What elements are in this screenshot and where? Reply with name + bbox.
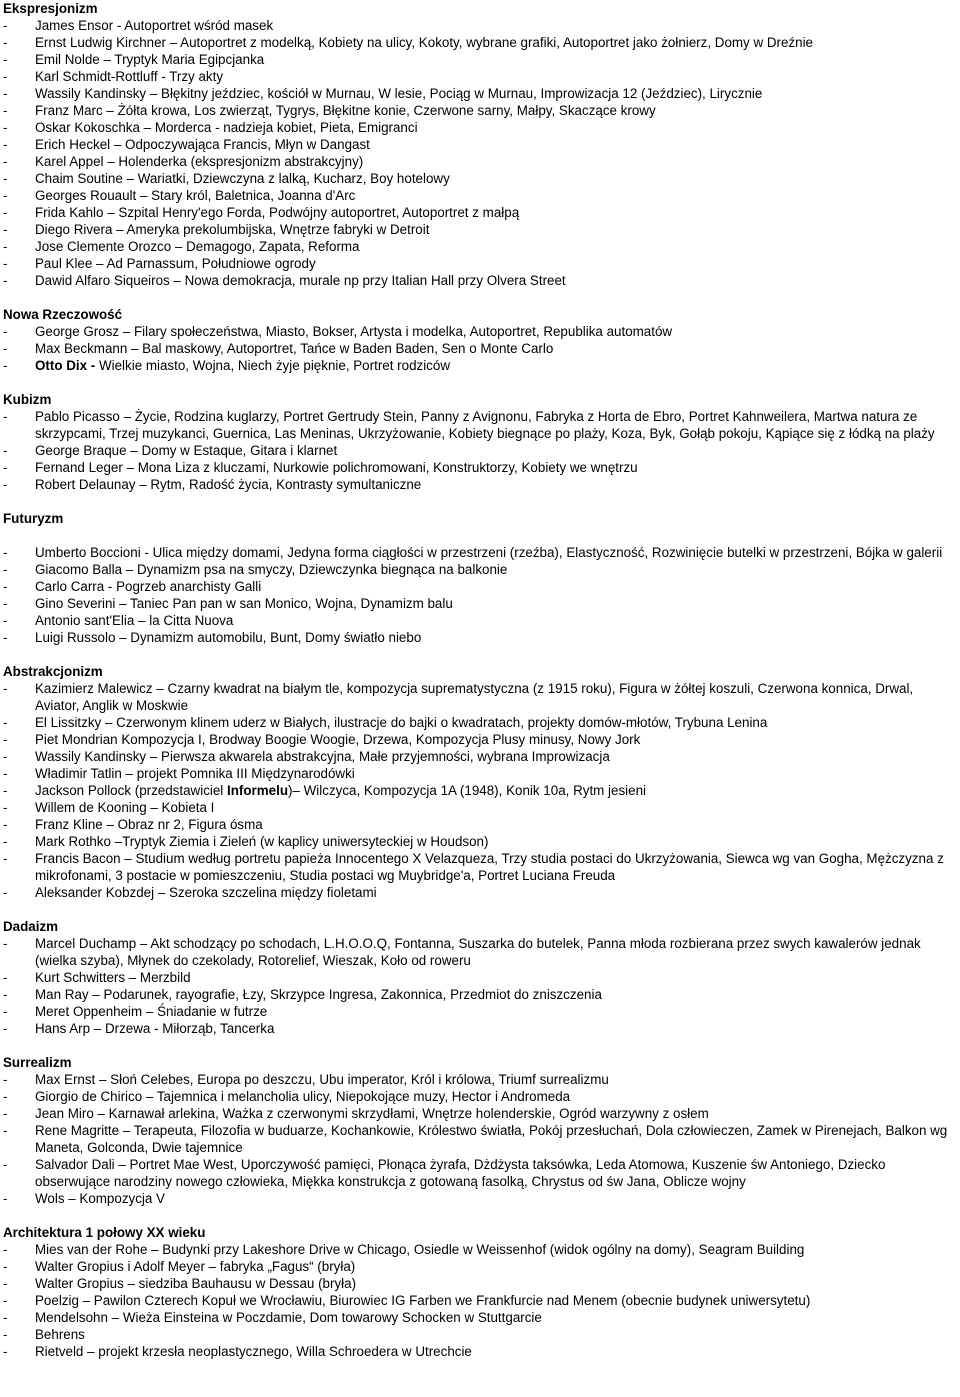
dash-bullet-icon: - bbox=[3, 1123, 8, 1138]
section-kubizm bbox=[3, 391, 960, 493]
item-list bbox=[3, 323, 960, 374]
item-text: Erich Heckel – Odpoczywająca Francis, Młyn w Dangast bbox=[35, 137, 370, 152]
dash-bullet-icon: - bbox=[3, 562, 8, 577]
item-text: Franz Marc – Żółta krowa, Los zwierząt, Tygrys, Błękitne konie, Czerwone sarny, Małpy, Skaczące krowy bbox=[35, 103, 656, 118]
list-item bbox=[3, 153, 960, 170]
list-item bbox=[3, 238, 960, 255]
item-list bbox=[3, 1241, 960, 1360]
list-item bbox=[3, 323, 960, 340]
item-text: Mark Rothko –Tryptyk Ziemia i Zieleń (w kaplicy uniwersyteckiej w Houdson) bbox=[35, 834, 489, 849]
dash-bullet-icon: - bbox=[3, 579, 8, 594]
list-item bbox=[3, 1071, 960, 1088]
item-list bbox=[3, 1071, 960, 1207]
list-item bbox=[3, 595, 960, 612]
item-text: Jose Clemente Orozco – Demagogo, Zapata, Reforma bbox=[35, 239, 360, 254]
item-text: Carlo Carra - Pogrzeb anarchisty Galli bbox=[35, 579, 262, 594]
dash-bullet-icon: - bbox=[3, 222, 8, 237]
item-text: Walter Gropius i Adolf Meyer – fabryka „Fagus“ (bryła) bbox=[35, 1259, 356, 1274]
dash-bullet-icon: - bbox=[3, 137, 8, 152]
section-heading: Nowa Rzeczowość bbox=[3, 307, 123, 322]
list-item bbox=[3, 1275, 960, 1292]
dash-bullet-icon: - bbox=[3, 443, 8, 458]
list-item bbox=[3, 1003, 960, 1020]
item-text: Luigi Russolo – Dynamizm automobilu, Bunt, Domy światło niebo bbox=[35, 630, 422, 645]
dash-bullet-icon: - bbox=[3, 596, 8, 611]
list-item bbox=[3, 187, 960, 204]
item-text: Emil Nolde – Tryptyk Maria Egipcjanka bbox=[35, 52, 265, 67]
section-nowa-rzeczowosc bbox=[3, 306, 960, 374]
item-text: Oskar Kokoschka – Morderca - nadzieja kobiet, Pieta, Emigranci bbox=[35, 120, 418, 135]
list-item bbox=[3, 1258, 960, 1275]
dash-bullet-icon: - bbox=[3, 1276, 8, 1291]
dash-bullet-icon: - bbox=[3, 1293, 8, 1308]
dash-bullet-icon: - bbox=[3, 1344, 8, 1359]
dash-bullet-icon: - bbox=[3, 341, 8, 356]
item-text: Max Ernst – Słoń Celebes, Europa po deszczu, Ubu imperator, Król i królowa, Triumf surrealizmu bbox=[35, 1072, 609, 1087]
list-item bbox=[3, 442, 960, 459]
item-text: Kazimierz Malewicz – Czarny kwadrat na białym tle, kompozycja suprematystyczna (z 1915 roku), Figura w żółtej koszuli, Czerwona konnica, Drwal, Aviator, Anglik w Moskwie bbox=[35, 681, 914, 713]
item-list bbox=[3, 935, 960, 1037]
list-item bbox=[3, 1122, 960, 1156]
dash-bullet-icon: - bbox=[3, 52, 8, 67]
dash-bullet-icon: - bbox=[3, 681, 8, 696]
dash-bullet-icon: - bbox=[3, 1157, 8, 1172]
item-text: Jackson Pollock (przedstawiciel bbox=[35, 783, 228, 798]
item-text: Aleksander Kobzdej – Szeroka szczelina między fioletami bbox=[35, 885, 377, 900]
item-text: Karl Schmidt-Rottluff - Trzy akty bbox=[35, 69, 224, 84]
list-item bbox=[3, 578, 960, 595]
item-text: El Lissitzky – Czerwonym klinem uderz w Białych, ilustracje do bajki o kwadratach, projekty domów-młotów, Trybuna Lenina bbox=[35, 715, 768, 730]
item-text: Diego Rivera – Ameryka prekolumbijska, Wnętrze fabryki w Detroit bbox=[35, 222, 430, 237]
dash-bullet-icon: - bbox=[3, 154, 8, 169]
item-text: Marcel Duchamp – Akt schodzący po schodach, L.H.O.O.Q, Fontanna, Suszarka do butelek, Panna młoda rozbierana przez swych kawalerów jednak (wielka szyba), Młynek do czekolady, Rotorelief, Wieszak, Koło od roweru bbox=[35, 936, 921, 968]
dash-bullet-icon: - bbox=[3, 18, 8, 33]
item-text-bold: Informelu bbox=[227, 783, 289, 798]
list-item bbox=[3, 85, 960, 102]
item-text: Kurt Schwitters – Merzbild bbox=[35, 970, 191, 985]
list-item bbox=[3, 969, 960, 986]
section-futuryzm bbox=[3, 510, 960, 646]
item-text: Władimir Tatlin – projekt Pomnika III Międzynarodówki bbox=[35, 766, 355, 781]
list-item bbox=[3, 340, 960, 357]
section-heading: Architektura 1 połowy XX wieku bbox=[3, 1225, 206, 1240]
item-text: Gino Severini – Taniec Pan pan w san Monico, Wojna, Dynamizm balu bbox=[35, 596, 453, 611]
item-list bbox=[3, 544, 960, 646]
list-item bbox=[3, 102, 960, 119]
item-text: George Braque – Domy w Estaque, Gitara i klarnet bbox=[35, 443, 338, 458]
dash-bullet-icon: - bbox=[3, 732, 8, 747]
item-text: Giacomo Balla – Dynamizm psa na smyczy, Dziewczynka biegnąca na balkonie bbox=[35, 562, 508, 577]
item-text: Willem de Kooning – Kobieta I bbox=[35, 800, 215, 815]
item-text: Jean Miro – Karnawał arlekina, Ważka z czerwonymi skrzydłami, Wnętrze holenderskie, Ogród warzywny z osłem bbox=[35, 1106, 709, 1121]
dash-bullet-icon: - bbox=[3, 358, 8, 373]
item-text: Fernand Leger – Mona Liza z kluczami, Nurkowie polichromowani, Konstruktorzy, Kobiety we wnętrzu bbox=[35, 460, 638, 475]
list-item bbox=[3, 170, 960, 187]
list-item bbox=[3, 34, 960, 51]
dash-bullet-icon: - bbox=[3, 613, 8, 628]
list-item bbox=[3, 629, 960, 646]
dash-bullet-icon: - bbox=[3, 1089, 8, 1104]
dash-bullet-icon: - bbox=[3, 1004, 8, 1019]
section-heading: Ekspresjonizm bbox=[3, 1, 98, 16]
list-item bbox=[3, 1156, 960, 1190]
item-text: Wassily Kandinsky – Błękitny jeździec, kościół w Murnau, W lesie, Pociąg w Murnau, Improwizacja 12 (Jeździec), Lirycznie bbox=[35, 86, 763, 101]
list-item bbox=[3, 1343, 960, 1360]
item-text: Giorgio de Chirico – Tajemnica i melancholia ulicy, Niepokojące muzy, Hector i Andromeda bbox=[35, 1089, 571, 1104]
list-item bbox=[3, 544, 960, 561]
dash-bullet-icon: - bbox=[3, 69, 8, 84]
section-heading: Dadaizm bbox=[3, 919, 59, 934]
list-item bbox=[3, 272, 960, 289]
item-text: James Ensor - Autoportret wśród masek bbox=[35, 18, 274, 33]
list-item bbox=[3, 1309, 960, 1326]
section-heading: Abstrakcjonizm bbox=[3, 664, 103, 679]
section-abstrakcjonizm bbox=[3, 663, 960, 901]
dash-bullet-icon: - bbox=[3, 273, 8, 288]
list-item bbox=[3, 1190, 960, 1207]
list-item bbox=[3, 850, 960, 884]
dash-bullet-icon: - bbox=[3, 749, 8, 764]
dash-bullet-icon: - bbox=[3, 86, 8, 101]
list-item bbox=[3, 119, 960, 136]
item-text: Man Ray – Podarunek, rayografie, Łzy, Skrzypce Ingresa, Zakonnica, Przedmiot do zniszczenia bbox=[35, 987, 602, 1002]
item-text: Dawid Alfaro Siqueiros – Nowa demokracja, murale np przy Italian Hall przy Olvera Street bbox=[35, 273, 566, 288]
list-item bbox=[3, 1326, 960, 1343]
item-text: Wols – Kompozycja V bbox=[35, 1191, 165, 1206]
list-item bbox=[3, 833, 960, 850]
dash-bullet-icon: - bbox=[3, 1242, 8, 1257]
dash-bullet-icon: - bbox=[3, 120, 8, 135]
section-heading: Kubizm bbox=[3, 392, 52, 407]
item-text: Georges Rouault – Stary król, Baletnica, Joanna d'Arc bbox=[35, 188, 356, 203]
item-text: Antonio sant'Elia – la Citta Nuova bbox=[35, 613, 234, 628]
dash-bullet-icon: - bbox=[3, 477, 8, 492]
item-text: Frida Kahlo – Szpital Henry'ego Forda, Podwójny autoportret, Autoportret z małpą bbox=[35, 205, 520, 220]
item-text: Karel Appel – Holenderka (ekspresjonizm abstrakcyjny) bbox=[35, 154, 364, 169]
item-list bbox=[3, 17, 960, 289]
list-item bbox=[3, 731, 960, 748]
dash-bullet-icon: - bbox=[3, 1191, 8, 1206]
list-item bbox=[3, 221, 960, 238]
item-text: Wassily Kandinsky – Pierwsza akwarela abstrakcyjna, Małe przyjemności, wybrana Improwizacja bbox=[35, 749, 610, 764]
dash-bullet-icon: - bbox=[3, 783, 8, 798]
list-item bbox=[3, 476, 960, 493]
list-item bbox=[3, 459, 960, 476]
dash-bullet-icon: - bbox=[3, 834, 8, 849]
item-list bbox=[3, 408, 960, 493]
dash-bullet-icon: - bbox=[3, 851, 8, 866]
list-item bbox=[3, 680, 960, 714]
item-text: Robert Delaunay – Rytm, Radość życia, Kontrasty symultaniczne bbox=[35, 477, 422, 492]
dash-bullet-icon: - bbox=[3, 817, 8, 832]
item-text: Pablo Picasso – Życie, Rodzina kuglarzy, Portret Gertrudy Stein, Panny z Avignonu, Fabryka z Horta de Ebro, Portret Kahnweilera, Martwa natura ze skrzypcami, Trzej muzykanci, Guernica, Las Meninas, Ukrzyżowanie, Kobiety biegnące po plaży, Koza, Byk, Gołąb pokoju, Kąpiące się z łódką na plaży bbox=[35, 409, 935, 441]
dash-bullet-icon: - bbox=[3, 239, 8, 254]
dash-bullet-icon: - bbox=[3, 1072, 8, 1087]
item-text: Wielkie miasto, Wojna, Niech żyje pięknie, Portret rodziców bbox=[98, 358, 450, 373]
item-text: Mendelsohn – Wieża Einsteina w Poczdamie, Dom towarowy Schocken w Stuttgarcie bbox=[35, 1310, 542, 1325]
dash-bullet-icon: - bbox=[3, 35, 8, 50]
section-architektura-1-po-owy-xx-wieku bbox=[3, 1224, 960, 1360]
list-item bbox=[3, 1088, 960, 1105]
item-text: Umberto Boccioni - Ulica między domami, Jedyna forma ciągłości w przestrzeni (rzeźba), Elastyczność, Rozwinięcie butelki w przestrzeni, Bójka w galerii bbox=[35, 545, 943, 560]
section-heading: Surrealizm bbox=[3, 1055, 72, 1070]
list-item bbox=[3, 1241, 960, 1258]
list-item bbox=[3, 748, 960, 765]
list-item bbox=[3, 204, 960, 221]
item-text: Mies van der Rohe – Budynki przy Lakeshore Drive w Chicago, Osiedle w Weissenhof (widok ogólny na domy), Seagram Building bbox=[35, 1242, 805, 1257]
list-item bbox=[3, 357, 960, 374]
item-text: Franz Kline – Obraz nr 2, Figura ósma bbox=[35, 817, 263, 832]
item-text: Chaim Soutine – Wariatki, Dziewczyna z lalką, Kucharz, Boy hotelowy bbox=[35, 171, 450, 186]
section-surrealizm bbox=[3, 1054, 960, 1207]
dash-bullet-icon: - bbox=[3, 545, 8, 560]
item-text: Ernst Ludwig Kirchner – Autoportret z modelką, Kobiety na ulicy, Kokoty, wybrane grafiki, Autoportret jako żołnierz, Domy w Dreźnie bbox=[35, 35, 814, 50]
item-text: Walter Gropius – siedziba Bauhausu w Dessau (bryła) bbox=[35, 1276, 357, 1291]
list-item bbox=[3, 799, 960, 816]
item-text: Poelzig – Pawilon Czterech Kopuł we Wrocławiu, Biurowiec IG Farben we Frankfurcie nad Menem (obecnie budynek uniwersytetu) bbox=[35, 1293, 811, 1308]
list-item bbox=[3, 884, 960, 901]
dash-bullet-icon: - bbox=[3, 1021, 8, 1036]
dash-bullet-icon: - bbox=[3, 1259, 8, 1274]
dash-bullet-icon: - bbox=[3, 885, 8, 900]
dash-bullet-icon: - bbox=[3, 970, 8, 985]
dash-bullet-icon: - bbox=[3, 987, 8, 1002]
list-item bbox=[3, 17, 960, 34]
list-item bbox=[3, 816, 960, 833]
item-text: Salvador Dali – Portret Mae West, Uporczywość pamięci, Płonąca żyrafa, Dżdżysta taksówka, Leda Atomowa, Kuszenie św Antoniego, Dziecko obserwujące narodziny nowego człowieka, Miękka konstrukcja z gotowaną fasolką, Chrystus od św Jana, Oblicze wojny bbox=[35, 1157, 886, 1189]
item-text: Rietveld – projekt krzesła neoplastycznego, Willa Schroedera w Utrechcie bbox=[35, 1344, 472, 1359]
dash-bullet-icon: - bbox=[3, 630, 8, 645]
dash-bullet-icon: - bbox=[3, 715, 8, 730]
item-list bbox=[3, 680, 960, 901]
list-item bbox=[3, 1020, 960, 1037]
list-item bbox=[3, 935, 960, 969]
list-item bbox=[3, 255, 960, 272]
list-item bbox=[3, 51, 960, 68]
list-item bbox=[3, 986, 960, 1003]
dash-bullet-icon: - bbox=[3, 256, 8, 271]
list-item bbox=[3, 561, 960, 578]
list-item bbox=[3, 782, 960, 799]
dash-bullet-icon: - bbox=[3, 188, 8, 203]
list-item bbox=[3, 1292, 960, 1309]
item-text: George Grosz – Filary społeczeństwa, Miasto, Bokser, Artysta i modelka, Autoportret, Republika automatów bbox=[35, 324, 673, 339]
dash-bullet-icon: - bbox=[3, 205, 8, 220]
item-text-bold: Otto Dix - bbox=[35, 358, 99, 373]
dash-bullet-icon: - bbox=[3, 800, 8, 815]
list-item bbox=[3, 136, 960, 153]
item-text: Hans Arp – Drzewa - Miłorząb, Tancerka bbox=[35, 1021, 275, 1036]
item-text: Paul Klee – Ad Parnassum, Południowe ogrody bbox=[35, 256, 316, 271]
dash-bullet-icon: - bbox=[3, 409, 8, 424]
list-item bbox=[3, 765, 960, 782]
dash-bullet-icon: - bbox=[3, 460, 8, 475]
item-text: )– Wilczyca, Kompozycja 1A (1948), Konik 10a, Rytm jesieni bbox=[288, 783, 647, 798]
section-heading: Futuryzm bbox=[3, 511, 64, 526]
dash-bullet-icon: - bbox=[3, 1327, 8, 1342]
item-text: Piet Mondrian Kompozycja I, Brodway Boogie Woogie, Drzewa, Kompozycja Plusy minusy, Nowy Jork bbox=[35, 732, 641, 747]
item-text: Max Beckmann – Bal maskowy, Autoportret, Tańce w Baden Baden, Sen o Monte Carlo bbox=[35, 341, 554, 356]
section-dadaizm bbox=[3, 918, 960, 1037]
item-text: Francis Bacon – Studium według portretu papieża Innocentego X Velazqueza, Trzy studia postaci do Ukrzyżowania, Siewca wg van Gogha, Mężczyzna z mikrofonami, 3 postacie w pomieszczeniu, Studia postaci wg Muybridge'a, Portret Luciana Freuda bbox=[35, 851, 944, 883]
dash-bullet-icon: - bbox=[3, 1310, 8, 1325]
section-ekspresjonizm bbox=[3, 0, 960, 289]
dash-bullet-icon: - bbox=[3, 766, 8, 781]
dash-bullet-icon: - bbox=[3, 103, 8, 118]
list-item bbox=[3, 714, 960, 731]
dash-bullet-icon: - bbox=[3, 324, 8, 339]
list-item bbox=[3, 1105, 960, 1122]
item-text: Behrens bbox=[35, 1327, 85, 1342]
list-item bbox=[3, 612, 960, 629]
dash-bullet-icon: - bbox=[3, 936, 8, 951]
dash-bullet-icon: - bbox=[3, 1106, 8, 1121]
item-text: Meret Oppenheim – Śniadanie w futrze bbox=[35, 1004, 268, 1019]
item-text: Rene Magritte – Terapeuta, Filozofia w buduarze, Kochankowie, Królestwo światła, Pokój przesłuchań, Dola człowieczen, Zamek w Pirenejach, Balkon wg Maneta, Golconda, Dwie tajemnice bbox=[35, 1123, 948, 1155]
list-item bbox=[3, 68, 960, 85]
dash-bullet-icon: - bbox=[3, 171, 8, 186]
list-item bbox=[3, 408, 960, 442]
